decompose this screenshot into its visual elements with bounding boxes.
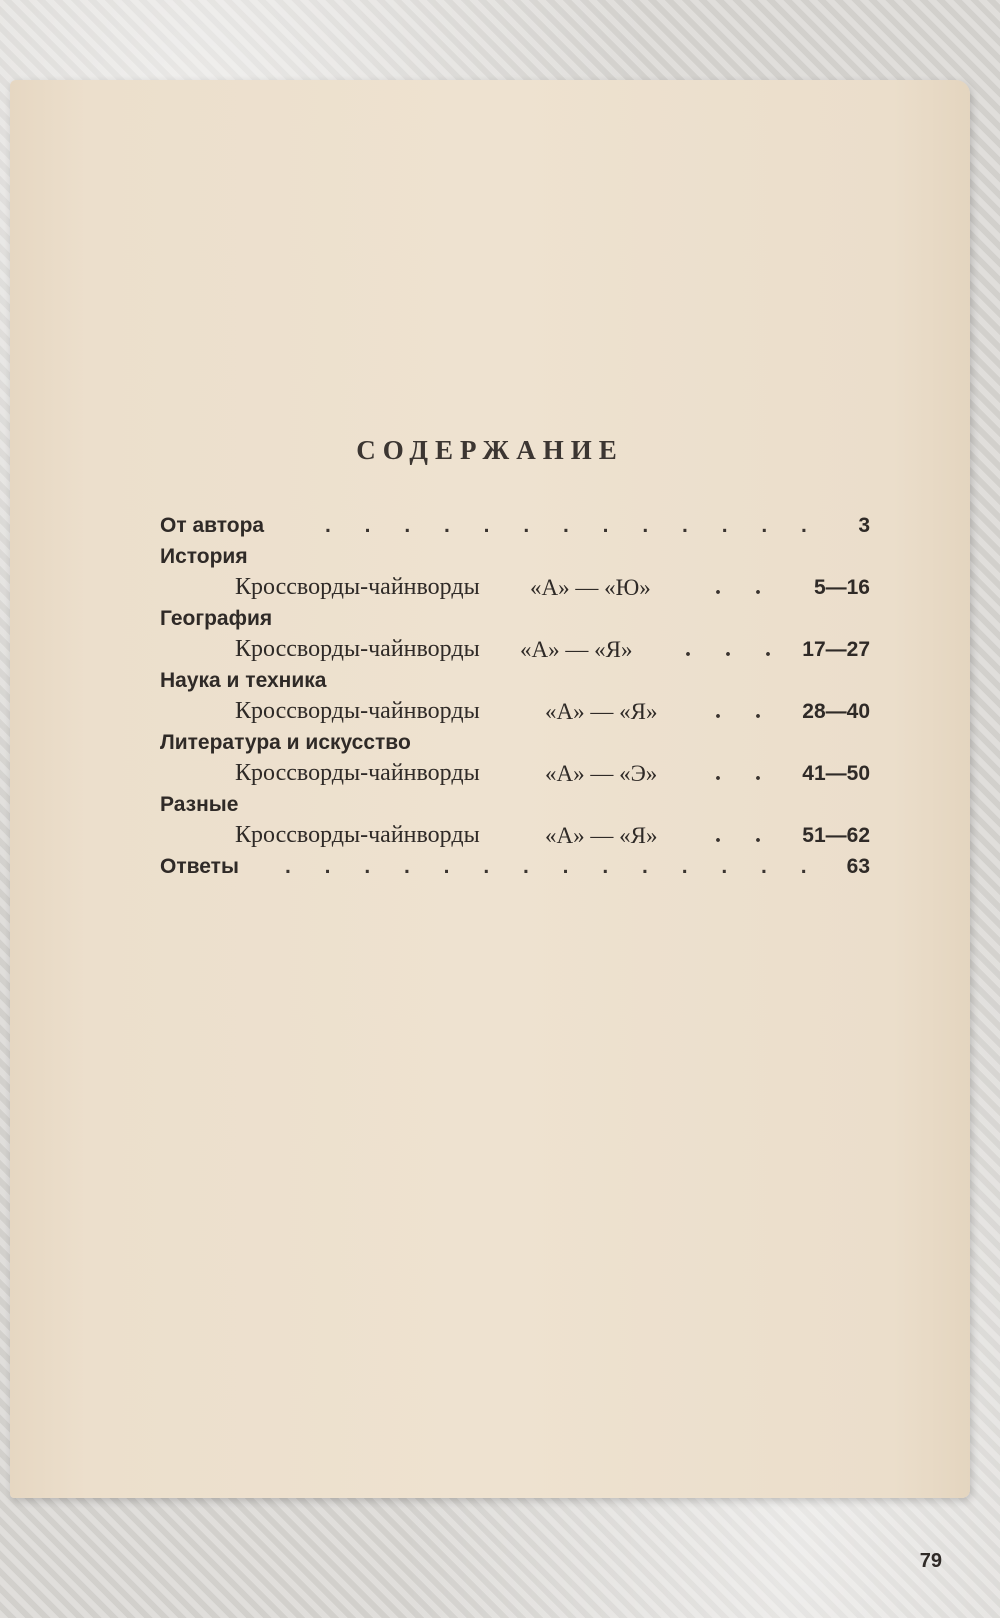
toc-entry-range: «А» — «Я» (545, 823, 658, 848)
toc-dot-leader: . . . . . . . . . . . . . . (285, 855, 821, 878)
toc-section-label: История (160, 545, 248, 568)
toc-dot-leader: . . . . . . . . . . . . . (325, 514, 821, 537)
toc-dot-leader: . . (715, 822, 775, 848)
toc-entry-page: 17—27 (802, 638, 870, 661)
toc-section-literature (160, 727, 870, 758)
toc-entry-page: 3 (858, 514, 870, 537)
toc-entry-geography-crosswords (160, 634, 870, 665)
toc-entry-page: 28—40 (802, 700, 870, 723)
toc-entry-label: Ответы (160, 855, 239, 878)
toc-section-label: География (160, 607, 273, 630)
toc-entry-label: Кроссворды-чайнворды (235, 698, 480, 724)
toc-entry-page: 63 (846, 855, 870, 878)
toc-entry-misc-crosswords (160, 820, 870, 851)
page-number: 79 (919, 1550, 942, 1572)
toc-entry-page: 51—62 (802, 824, 870, 847)
toc-entry-range: «А» — «Ю» (530, 575, 651, 600)
toc-section-label: Литература и искусство (160, 731, 411, 754)
toc-entry-literature-crosswords (160, 758, 870, 789)
toc-section-label: Наука и техника (160, 669, 327, 692)
page-title: СОДЕРЖАНИЕ (356, 435, 624, 465)
toc-entry-label: Кроссворды-чайнворды (235, 760, 480, 786)
toc-entry-label: Кроссворды-чайнворды (235, 636, 480, 662)
toc-section-science (160, 665, 870, 696)
toc-dot-leader: . . (715, 574, 775, 600)
toc-section-label: Разные (160, 793, 239, 816)
book-page (10, 80, 970, 1572)
toc-entry-label: Кроссворды-чайнворды (235, 822, 480, 848)
toc-entry-page: 5—16 (813, 576, 870, 599)
toc-entry-label: Кроссворды-чайнворды (235, 574, 480, 600)
toc-section-misc (160, 789, 870, 820)
toc-entry-answers (160, 851, 870, 882)
toc-entry-label: От автора (160, 514, 265, 537)
toc-entry-range: «А» — «Э» (545, 761, 658, 786)
toc-dot-leader: . . (715, 698, 775, 724)
toc-entry-history-crosswords (160, 572, 870, 603)
toc-entry-range: «А» — «Я» (545, 699, 658, 724)
table-of-contents (160, 510, 870, 882)
toc-entry-page: 41—50 (802, 762, 870, 785)
toc-section-history (160, 541, 870, 572)
toc-entry-from-author (160, 510, 870, 541)
toc-dot-leader: . . (715, 760, 775, 786)
toc-entry-range: «А» — «Я» (520, 637, 633, 662)
toc-dot-leader: . . . (685, 636, 785, 662)
toc-section-geography (160, 603, 870, 634)
toc-entry-science-crosswords (160, 696, 870, 727)
